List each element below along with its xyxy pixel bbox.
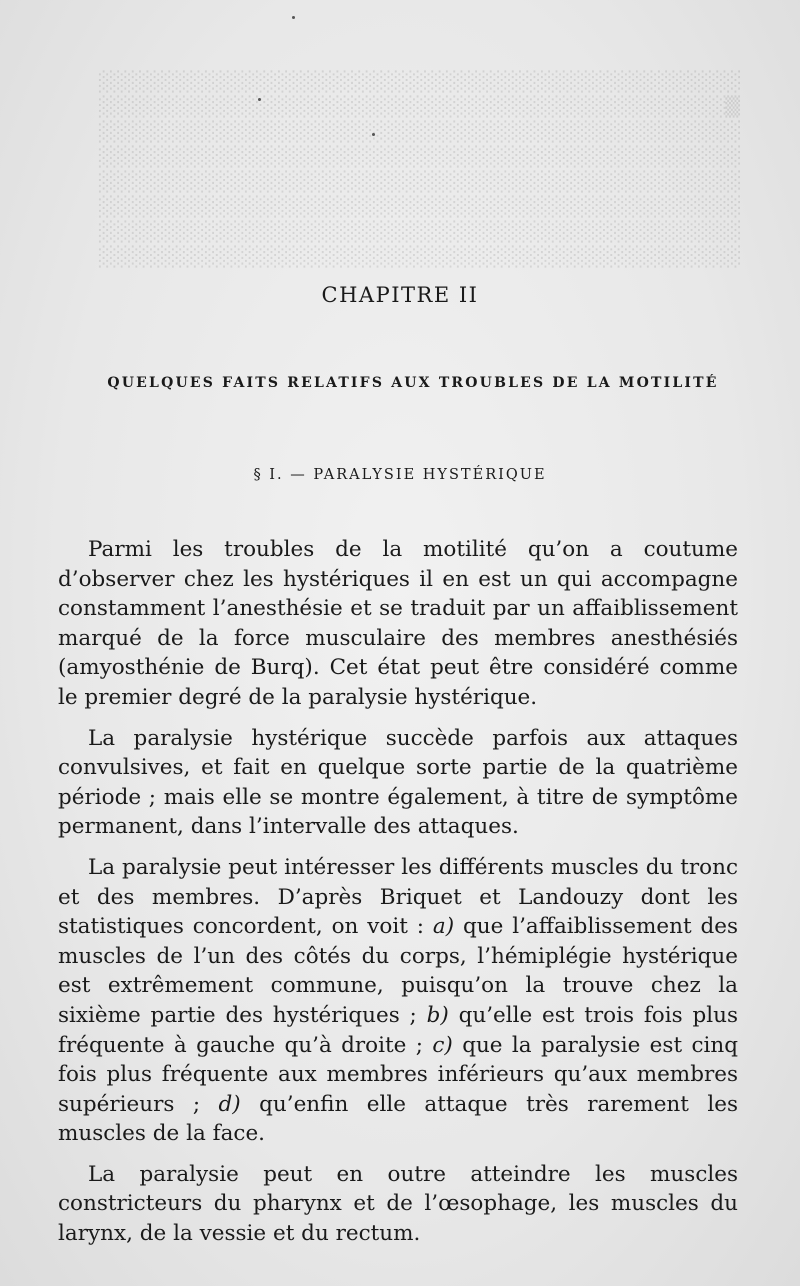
paragraph [58,853,738,1149]
enumeration-marker: c) [432,1032,453,1058]
text-run: que la paralysie est cinq fois plus fréquente aux membres inférieurs qu’aux membres supérieurs ; [58,1032,738,1117]
enumeration-marker: b) [426,1002,449,1028]
chapter-title: CHAPITRE II [321,283,479,307]
show-through-from-reverse-page: ░░░░░░░░░░░░░░░░░░░░░░░░░░░░░░░░░░░░░░░░░░░░ ▒░░░░░░░░░░░░░░░░░░░░░░░░░░░░░░░░░░░░░░░░░░░ ░░░░░░░░░░░░░░░░░░░░░░░░░░░░░░░░░░░░░░░░░░░░ ░░░░░░░░░░░░░░░░░░░░░░░░░░░░░░░░░░░░░░░░░░░░ ░░░░░░░░░░░░░░░░░░░░░░░░░░░░░░░░░░░░░░░░░░░░ ░░░░░░░░░░░░░░░░░░░░░░░░░░░░░░░░░░░░░░░░░░░░ ░░░░░░░░░░░░░░░░░░░░░░░░░░░░░░░░░░░░░░░░░░░░ ░░░░░░░░░░░░░░░░░░░░░░░░░░░░░░░░░░░░░░░░░░░░ [97,71,740,268]
text-run: que l’affaiblissement des muscles de l’un des côtés du corps, l’hémiplégie hystérique est extrêmement commune, puisqu’on la trouve chez la sixième partie des hystériques ; [58,914,738,1028]
paragraph: Parmi les troubles de la motilité qu’on a coutume d’observer chez les hystériques il en est un qui accompagne constamment l’anesthésie et se traduit par un affaiblissement marqué de la force musculaire des membres anesthésiés (amyosthénie de Burq). Cet état peut être considéré comme le premier degré de la paralysie hystérique. [58,537,738,710]
section-heading: § I. — PARALYSIE HYSTÉRIQUE [253,467,547,483]
text-run: qu’elle est trois fois plus fréquente à gauche qu’à droite ; [58,1002,738,1058]
paper-speck [372,133,375,136]
paragraph: La paralysie hystérique succède parfois aux attaques convulsives, et fait en quelque sorte partie de la quatrième période ; mais elle se montre également, à titre de symptôme permanent, dans l’intervalle des attaques. [58,725,738,840]
chapter-subtitle: QUELQUES FAITS RELATIFS AUX TROUBLES DE LA MOTILITÉ [107,375,719,391]
paper-speck [292,16,295,19]
enumeration-marker: a) [432,914,455,940]
text-run: La paralysie peut intéresser les différents muscles du tronc et des membres. D’après Briquet et Landouzy dont les statistiques concordent, on voit : [58,854,738,940]
paper-speck [258,98,261,101]
text-run: qu’enfin elle attaque très rarement les muscles de la face. [58,1091,738,1147]
enumeration-marker: d) [218,1091,241,1117]
paragraph: La paralysie peut en outre atteindre les muscles constricteurs du pharynx et de l’œsophage, les muscles du larynx, de la vessie et du rectum. [58,1161,738,1247]
body-text [58,535,738,1260]
